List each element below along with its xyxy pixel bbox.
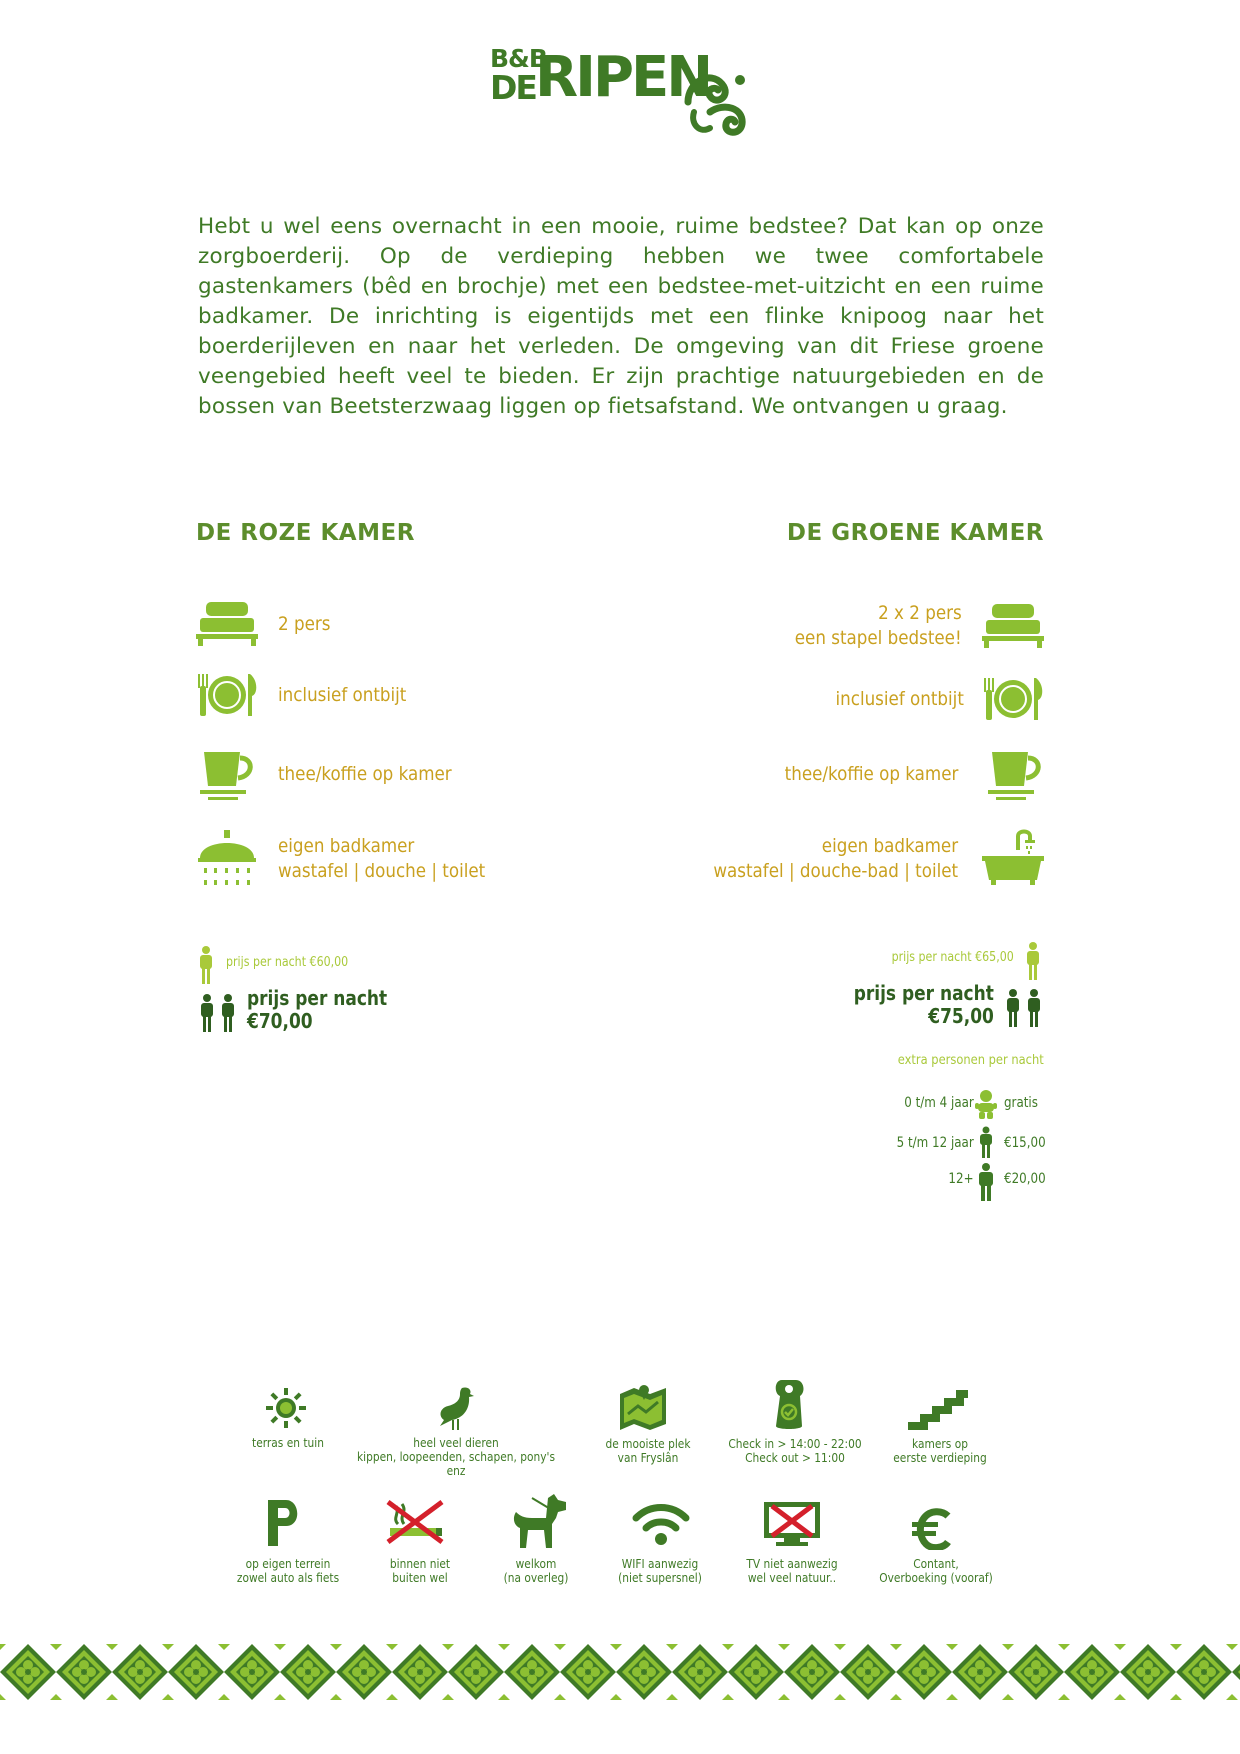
person-icon	[1025, 942, 1041, 980]
logo-bb: B&B	[490, 44, 547, 73]
plate-cutlery-icon	[982, 676, 1044, 722]
groene-kamer-title: DE GROENE KAMER	[786, 520, 1044, 546]
roze-price-double-label: prijs per nacht	[247, 986, 388, 1010]
amenity-label-terras: terras en tuin	[252, 1435, 324, 1450]
extra-age-1: 0 t/m 4 jaar	[904, 1095, 974, 1111]
bed-icon	[196, 602, 258, 646]
groene-bath-line-1: eigen badkamer	[821, 835, 958, 857]
roze-bath-text	[278, 834, 485, 884]
amenity-label-plek: de mooiste plek van Fryslân	[605, 1436, 691, 1465]
stairs-icon	[908, 1388, 968, 1430]
roze-price-double	[247, 987, 387, 1033]
no-tv-icon	[762, 1500, 822, 1546]
groene-tea-text: thee/koffie op kamer	[784, 763, 958, 785]
roze-bath-line-1: eigen badkamer	[278, 835, 415, 857]
person-icon	[198, 946, 214, 984]
euro-icon	[912, 1508, 952, 1550]
roze-breakfast-text: inclusief ontbijt	[278, 684, 407, 706]
roze-tea-text: thee/koffie op kamer	[278, 763, 452, 785]
groene-bath-line-2: wastafel | douche-bad | toilet	[713, 860, 958, 882]
amenity-label-betaling: Contant, Overboeking (vooraf)	[879, 1556, 993, 1585]
amenity-label-tv: TV niet aanwezig wel veel natuur..	[746, 1556, 838, 1585]
shower-icon	[198, 830, 256, 890]
groene-price-double	[854, 982, 994, 1028]
sun-icon	[266, 1388, 306, 1428]
wifi-icon	[632, 1502, 690, 1546]
roze-kamer-title: DE ROZE KAMER	[196, 520, 415, 546]
roze-bath-line-2: wastafel | douche | toilet	[278, 860, 486, 882]
amenity-label-hond: welkom (na overleg)	[503, 1556, 569, 1585]
tea-cup-icon	[200, 750, 254, 802]
adult-icon	[977, 1163, 995, 1201]
two-persons-icon	[199, 994, 237, 1032]
no-smoking-icon	[384, 1498, 446, 1546]
two-persons-icon	[1005, 989, 1043, 1027]
logo-name: RIPEN	[535, 45, 711, 110]
extra-price-2: €15,00	[1004, 1135, 1046, 1151]
plate-cutlery-icon	[196, 672, 258, 718]
amenity-label-dieren: heel veel dieren kippen, loopeenden, schapen, pony's enz	[356, 1435, 555, 1478]
groene-bath-text	[713, 834, 958, 884]
roze-price-single: prijs per nacht €60,00	[226, 955, 349, 970]
baby-icon	[975, 1090, 997, 1120]
groene-bed-line-1: 2 x 2 pers	[878, 602, 962, 624]
child-icon	[979, 1126, 993, 1158]
extra-price-1: gratis	[1004, 1095, 1038, 1111]
groene-price-double-label: prijs per nacht	[853, 981, 994, 1005]
amenity-label-wifi: WIFI aanwezig (niet supersnel)	[618, 1556, 702, 1585]
extra-age-3: 12+	[948, 1171, 974, 1187]
bathtub-icon	[982, 828, 1044, 886]
amenity-label-kamers: kamers op eerste verdieping	[893, 1436, 987, 1465]
bird-icon	[436, 1386, 476, 1432]
logo-swirl-icon	[680, 62, 752, 138]
tea-cup-icon	[988, 750, 1042, 802]
roze-price-double-value: €70,00	[247, 1009, 313, 1033]
groene-price-double-value: €75,00	[928, 1004, 994, 1028]
intro-text: Hebt u wel eens overnacht in een mooie, ruime bedstee? Dat kan op onze zorgboerderij. Op de verdieping hebben we twee comfortabele gastenkamers (bêd en brochje) met een bedstee-met-uitzicht en een ruime badkamer. De inrichting is eigentijds met een flinke knipoog naar het boerderijleven en naar het verleden. De omgeving van dit Friese groene veengebied heeft veel te bieden. Er zijn prachtige natuurgebieden en de bossen van Beetsterzwaag liggen op fietsafstand. We ontvangen u graag.	[198, 214, 1044, 419]
amenity-label-roken: binnen niet buiten wel	[389, 1556, 451, 1585]
door-hanger-icon	[772, 1378, 808, 1432]
extra-age-2: 5 t/m 12 jaar	[896, 1135, 974, 1151]
dog-icon	[508, 1494, 570, 1550]
groene-bed-line-2: een stapel bedstee!	[795, 627, 962, 649]
logo-de: DE	[490, 68, 536, 107]
extra-price-3: €20,00	[1004, 1171, 1046, 1187]
logo	[0, 0, 1240, 150]
amenity-label-check: Check in > 14:00 - 22:00 Check out > 11:00	[728, 1436, 862, 1465]
bed-icon	[982, 604, 1044, 648]
groene-breakfast-text: inclusief ontbijt	[835, 688, 964, 710]
parking-icon	[266, 1500, 302, 1546]
groene-bed-text	[795, 601, 962, 651]
groene-price-single: prijs per nacht €65,00	[891, 950, 1014, 965]
roze-bed-text: 2 pers	[278, 613, 331, 635]
map-icon	[618, 1384, 668, 1430]
amenity-label-parkeren: op eigen terrein zowel auto als fiets	[236, 1556, 340, 1585]
decorative-pattern-border	[0, 1644, 1240, 1700]
extra-persons-title: extra personen per nacht	[898, 1052, 1044, 1068]
